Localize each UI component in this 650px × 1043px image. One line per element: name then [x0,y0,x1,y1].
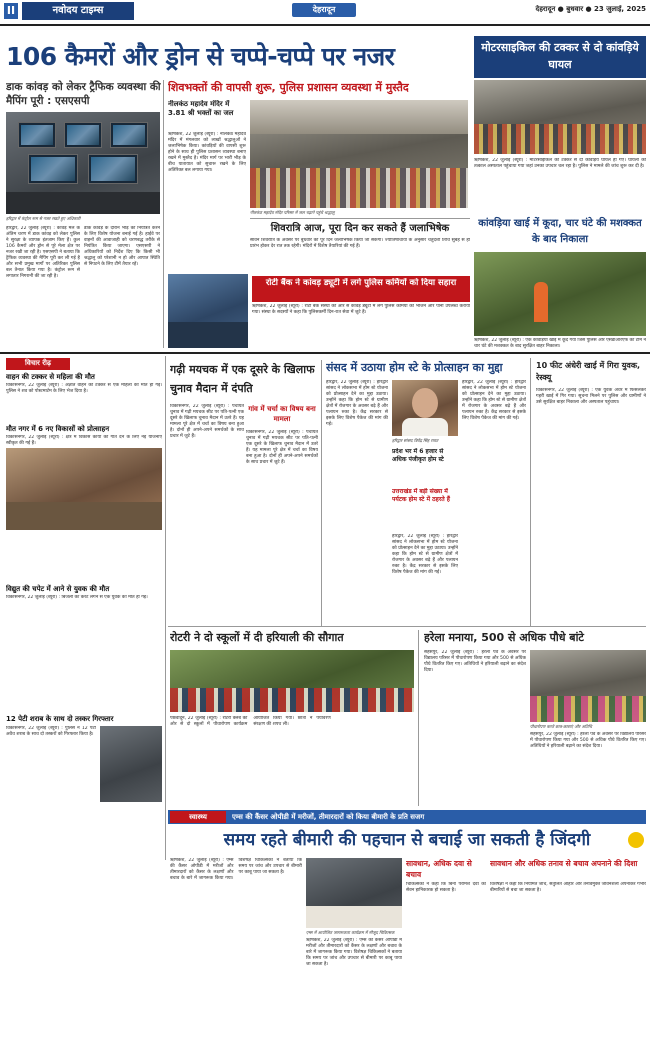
police-photo [168,274,248,348]
sansad-highlight2: उत्तराखंड में बड़ी संख्या में पर्यटक होम स्टे में ठहरते हैं [392,488,450,503]
vichar-item2-headline: मौत नगर में 6 नए विकासों को प्रोत्साहन [6,425,110,433]
vichar-item3-headline: विद्युत की चपेट में आने से युवक की मौत [6,585,110,593]
tourist-body: विकासनगर, 22 जुलाई (ब्यूरो) : एक युवक अंधेरे में फिसलकर गहरी खाई में गिर गया। सूचना मिलने पर पुलिस और ग्रामीणों ने उसे सुरक्षित बाहर निकाला और अस्पताल पहुंचाया। [536,388,646,405]
police-headline-box [252,276,470,302]
health-side1-body: चिकित्सकों ने कहा कि बिना परामर्श दवा का सेवन हानिकारक हो सकता है। [406,882,486,893]
dateline: देहरादून ● बुधवार ● 23 जुलाई, 2025 [535,5,646,13]
lead-subhead: डाक कांवड़ को लेकर ट्रैफिक व्यवस्था की मैपिंग पूरी : एसएसपी [6,81,161,107]
schools-photo [170,650,414,712]
vichar-item1-headline: वाहन की टक्कर से महिला की मौत [6,373,95,381]
vichar-photo2 [100,726,162,802]
police-body: ऋषिकेश, 22 जुलाई (ब्यूरो) : रोटी बैंक संस्था की ओर से कांवड़ ड्यूटी में लगे पुलिस कर्मियों को भोजन और पानी उपलब्ध कराया गया। संस्था के सदस्यों ने कहा कि पुलिसकर्मी दिन-रात सेवा में जुटे हैं। [252,304,470,315]
health-side2-body: विशेषज्ञों ने कहा कि नियमित जांच, संतुलित आहार और तनावमुक्त जीवनशैली अपनाकर गंभीर बीमारियों से बचा जा सकता है। [490,882,646,893]
masthead [0,0,650,26]
page-number: II [4,3,18,19]
vichar-item4-headline: 12 पेटी शराब के साथ दो तस्कर गिरफ्तार [6,715,114,723]
vichar-item4-body: विकासनगर, 22 जुलाई (ब्यूरो) : पुलिस ने 12 पेटी अवैध शराब के साथ दो तस्करों को गिरफ्तार किया है। [6,726,96,737]
vichar-label: विचार रीढ़ [6,358,70,370]
harela-body-col2: सहसपुर, 22 जुलाई (ब्यूरो) : हरेला पर्व के अवसर पर विद्यालय परिसर में पौधारोपण किया गया और 500 से अधिक पौधे वितरित किए गए। अतिथियों ने हरियाली बढ़ाने का संदेश दिया। [530,732,646,749]
lead-body-col1: हरिद्वार, 22 जुलाई (ब्यूरो) : कांवड़ मेले के अंतिम चरण में डाक कांवड़ को लेकर पुलिस ने सुरक्षा के व्यापक इंतजाम किए हैं। कुल 106 कैमरों और ड्रोन से पूरे मेला क्षेत्र पर नजर रखी जा रही है। एसएसपी ने बताया कि ट्रैफिक व्यवस्था की मैपिंग पूरी कर ली गई है और सभी प्रमुख मार्गों पर अतिरिक्त पुलिस बल तैनात किया गया है। कंट्रोल रूम से लगातार निगरानी की जा रही है। [6,226,80,279]
health-body-col3: ऋषिकेश, 22 जुलाई (ब्यूरो) : एम्स की कैंसर ओपीडी में मरीजों और तीमारदारों को कैंसर के लक्षणों और बचाव के बारे में जागरूक किया गया। विशेषज्ञ चिकित्सकों ने बताया कि समय पर जांच और उपचार से बीमारी पर काबू पाया जा सकता है। [306,938,402,967]
police-headline: रोटी बैंक ने कांवड़ ड्यूटी में लगे पुलिस कर्मियों को दिया सहारा [265,278,457,288]
vichar-item1-body: विकासनगर, 22 जुलाई (ब्यूरो) : अज्ञात वाहन की टक्कर से एक महिला की मौत हो गई। पुलिस ने शव को पोस्टमार्टम के लिए भेज दिया है। [6,383,162,394]
lead-body-col2: डाक कांवड़ के दौरान भीड़ को नियंत्रित करने के लिए विशेष योजना बनाई गई है। हाईवे पर वाहनों की आवाजाही को चरणबद्ध तरीके से नियंत्रित किया जाएगा। एसएसपी ने अधिकारियों को निर्देश दिए कि किसी भी श्रद्धालु को परेशानी न हो और आपात स्थिति से निपटने के लिए टीमें तैयार रहें। [84,226,160,267]
health-band-text: एम्स की कैंसर ओपीडी में मरीजों, तीमारदारों को किया बीमारी के प्रति सजग [232,813,425,821]
sansad-headline: संसद में उठाया होम स्टे के प्रोत्साहन का मुद्दा [326,361,503,374]
lead-photo-control-room [6,112,160,214]
vichar-item2-body: विकासनगर, 22 जुलाई (ब्यूरो) : क्षेत्र में विकास कार्यों को गति देने के लिए नई योजनाएं स्वीकृत की गई हैं। [6,435,162,446]
sansad-photo-caption: हरिद्वार सांसद त्रिवेंद्र सिंह रावत [392,438,439,443]
sansad-body-col2: हरिद्वार, 22 जुलाई (ब्यूरो) : हरिद्वार सांसद ने लोकसभा में होम स्टे योजना को प्रोत्साहन देने का मुद्दा उठाया। उन्होंने कहा कि होम स्टे से ग्रामीण क्षेत्रों में रोजगार के अवसर बढ़े हैं और पलायन रुका है। केंद्र सरकार से इसके लिए विशेष पैकेज की मांग की गई। [392,534,458,575]
accident-body: ऋषिकेश, 22 जुलाई (ब्यूरो) : मोटरसाइकिल की टक्कर से दो कांवड़िये घायल हो गए। घायलों को तत्काल अस्पताल पहुंचाया गया जहां उनका उपचार चल रहा है। पुलिस ने मामले की जांच शुरू कर दी है। [474,158,646,169]
sansad-body: हरिद्वार, 22 जुलाई (ब्यूरो) : हरिद्वार सांसद ने लोकसभा में होम स्टे योजना को प्रोत्साहन देने का मुद्दा उठाया। उन्होंने कहा कि होम स्टे से ग्रामीण क्षेत्रों में रोजगार के अवसर बढ़े हैं और पलायन रुका है। केंद्र सरकार से इसके लिए विशेष पैकेज की मांग की गई। [326,380,388,427]
accident-photo [474,80,646,154]
accident-headline: मोटरसाइकिल की टक्कर से दो कांवड़िये घायल [481,41,639,71]
vichar-item3-body: विकासनगर, 22 जुलाई (ब्यूरो) : बिजली का करंट लगने से एक युवक की मौत हो गई। [6,595,148,600]
harela-headline: हरेला मनाया, 500 से अधिक पौधे बांटे [424,631,584,644]
election-headline: गढ़ी मयचक में एक दूसरे के खिलाफ चुनाव मैदान में दंपति [170,363,315,395]
shivbhakt-photo-crowd [250,100,468,208]
tourist-headline: 10 फीट अंधेरी खाई में गिरा युवक, रेस्क्यू [536,361,641,382]
harela-photo-caption: पौधारोपण करते छात्र-छात्राएं और अतिथि [530,724,592,729]
sansad-body-col3: हरिद्वार, 22 जुलाई (ब्यूरो) : हरिद्वार सांसद ने लोकसभा में होम स्टे योजना को प्रोत्साहन देने का मुद्दा उठाया। उन्होंने कहा कि होम स्टे से ग्रामीण क्षेत्रों में रोजगार के अवसर बढ़े हैं और पलायन रुका है। केंद्र सरकार से इसके लिए विशेष पैकेज की मांग की गई। [462,380,526,421]
accident-headline-box [474,36,646,78]
kanwar-body: ऋषिकेश, 22 जुलाई (ब्यूरो) : एक कांवड़िया खाई में कूद गया जिसे पुलिस और एसडीआरएफ की टीम ने चार घंटे की मशक्कत के बाद सुरक्षित बाहर निकाला। [474,338,646,349]
health-body: ऋषिकेश, 22 जुलाई (ब्यूरो) : एम्स की कैंसर ओपीडी में मरीजों और तीमारदारों को कैंसर के लक्षणों और बचाव के बारे में जागरूक किया गया। विशेषज्ञ चिकित्सकों ने बताया कि समय पर जांच और उपचार से बीमारी पर काबू पाया जा सकता है। [170,858,302,881]
shivbhakt-byline: नीलकंठ महादेव मंदिर में 3.81 श्री भक्तों का जल [168,100,234,117]
harela-photo [530,650,646,722]
kanwar-headline: कांवड़िया खाई में कूदा, चार घंटे की मशक्कत के बाद निकाला [478,218,642,245]
shivratri-body: सावन शिवरात्रि के अवसर पर बुधवार को पूरे दिन जलाभिषेक किया जा सकेगा। ज्योतिषाचार्यों के अनुसार चतुर्दशी तिथि सुबह से ही प्रारंभ होकर देर रात तक रहेगी। मंदिरों में विशेष तैयारियां की गई हैं। [250,238,470,249]
health-badge-icon [628,832,644,848]
lead-photo-caption: हरिद्वार में कंट्रोल रूम से नजर रखते हुए अधिकारी [6,216,81,221]
health-photo [306,858,402,928]
kanwar-photo [474,252,646,336]
health-side2-headline: सावधान और अधिक तनाव से बचाव अपनाने की दिशा [490,859,638,868]
vichar-photo [6,448,162,530]
newspaper-brand: नवोदय टाइम्स [22,2,134,20]
harela-body: सहसपुर, 22 जुलाई (ब्यूरो) : हरेला पर्व के अवसर पर विद्यालय परिसर में पौधारोपण किया गया और 500 से अधिक पौधे वितरित किए गए। अतिथियों ने हरियाली बढ़ाने का संदेश दिया। [424,650,526,673]
election-subhead: गांव में चर्चा का विषय बना मामला [248,405,316,423]
election-body: विकासनगर, 22 जुलाई (ब्यूरो) : पंचायत चुनाव में गढ़ी मयचक सीट पर पति-पत्नी एक दूसरे के खिलाफ चुनाव मैदान में उतरे हैं। यह मामला पूरे क्षेत्र में चर्चा का विषय बना हुआ है। दोनों ही अपने-अपने समर्थकों के साथ प्रचार में जुटे हैं। [170,404,244,439]
schools-body: पछवादून, 22 जुलाई (ब्यूरो) : रोटरी क्लब की ओर से दो स्कूलों में पौधारोपण कार्यक्रम आयोजित किया गया। छात्रों ने पर्यावरण संरक्षण की शपथ ली। [170,716,331,727]
lead-headline: 106 कैमरों और ड्रोन से चप्पे-चप्पे पर नजर [6,42,395,71]
health-band-label: स्वास्थ्य [170,811,226,823]
shivbhakt-photo-caption: नीलकंठ महादेव मंदिर परिसर में जल चढ़ाने पहुंचे श्रद्धालु [250,210,335,215]
shivbhakt-body: ऋषिकेश, 22 जुलाई (ब्यूरो) : नीलकंठ महादेव मंदिर में मंगलवार को लाखों श्रद्धालुओं ने जलाभिषेक किया। कांवड़ियों की वापसी शुरू होने के साथ ही पुलिस प्रशासन व्यवस्था बनाए रखने में मुस्तैद है। मंदिर मार्ग पर भारी भीड़ के बीच यातायात को सुचारू रखने के लिए अतिरिक्त बल लगाया गया। [168,132,246,173]
shivratri-headline: शिवरात्रि आज, पूरा दिन कर सकते हैं जलाभिषेक [270,223,450,234]
election-body-col2: विकासनगर, 22 जुलाई (ब्यूरो) : पंचायत चुनाव में गढ़ी मयचक सीट पर पति-पत्नी एक दूसरे के खिलाफ चुनाव मैदान में उतरे हैं। यह मामला पूरे क्षेत्र में चर्चा का विषय बना हुआ है। दोनों ही अपने-अपने समर्थकों के साथ प्रचार में जुटे हैं। [246,430,318,465]
health-photo-caption: एम्स में आयोजित जागरूकता कार्यक्रम में मौजूद चिकित्सक [306,930,395,935]
schools-headline: रोटरी ने दो स्कूलों में दी हरियाली की सौगात [170,631,344,644]
sansad-photo-mp [392,380,458,436]
health-headline: समय रहते बीमारी की पहचान से बचाई जा सकती है जिंदगी [223,830,591,850]
sansad-highlight1: प्रदेश भर में 6 हजार से अधिक पंजीकृत होम स्टे [392,448,444,463]
health-side1-headline: सावधान, अधिक दवा से बचाव [406,859,472,879]
edition-label: देहरादून [292,3,356,17]
shivbhakt-headline: शिवभक्तों की वापसी शुरू, पुलिस प्रशासन व्यवस्था में मुस्तैद [168,81,409,94]
health-band [168,810,646,824]
